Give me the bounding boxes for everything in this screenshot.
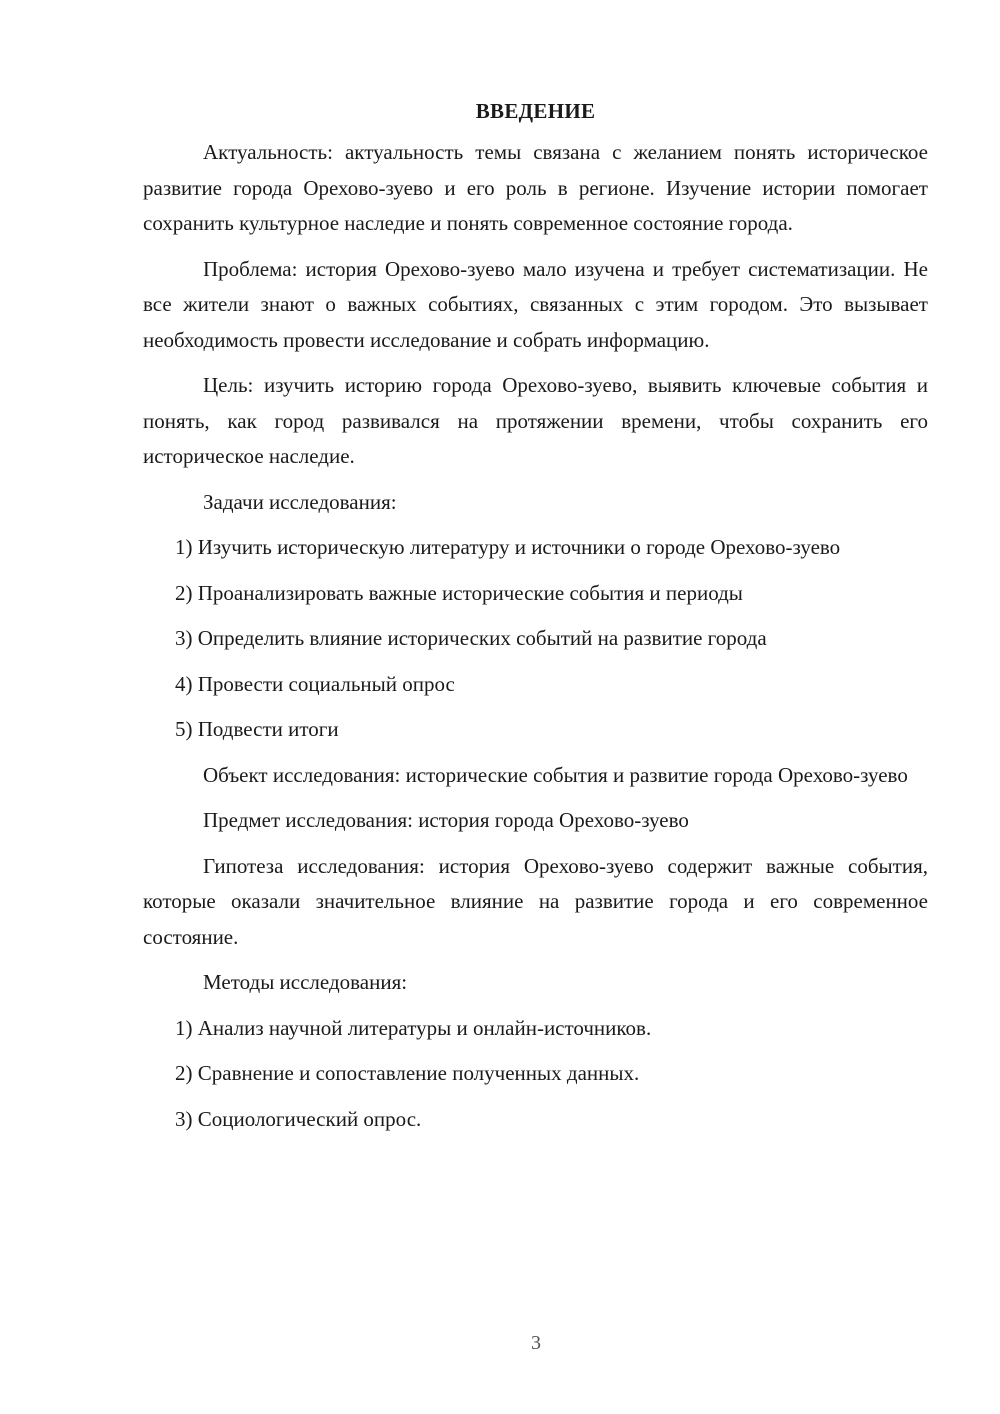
task-item: 4) Провести социальный опрос <box>175 671 455 696</box>
hypothesis-paragraph: Гипотеза исследования: история Орехово-зуево содержит важные события, которые оказали значительное влияние на развитие города и его современное состояние. <box>143 853 928 949</box>
task-item: 1) Изучить историческую литературу и источники о городе Орехово-зуево <box>175 535 841 559</box>
task-item: 3) Определить влияние исторических событий на развитие города <box>175 626 767 650</box>
document-page <box>143 96 928 1147</box>
object-paragraph: Объект исследования: исторические события и развитие города Орехово-зуево <box>203 762 908 787</box>
task-item: 2) Проанализировать важные исторические события и периоды <box>175 580 743 605</box>
goal-paragraph: Цель: изучить историю города Орехово-зуево, выявить ключевые события и понять, как город развивался на протяжении времени, чтобы сохранить его историческое наследие. <box>143 373 928 468</box>
document-title: ВВЕДЕНИЕ <box>475 99 596 123</box>
tasks-list <box>143 530 928 748</box>
method-item: 2) Сравнение и сопоставление полученных данных. <box>175 1061 640 1085</box>
page-number: 3 <box>531 1332 541 1354</box>
subject-paragraph: Предмет исследования: история города Орехово-зуево <box>203 808 689 832</box>
method-item: 1) Анализ научной литературы и онлайн-источников. <box>175 1015 652 1040</box>
method-item: 3) Социологический опрос. <box>175 1106 422 1131</box>
tasks-heading: Задачи исследования: <box>203 489 397 514</box>
task-item: 5) Подвести итоги <box>175 717 339 741</box>
problem-paragraph: Проблема: история Орехово-зуево мало изучена и требует систематизации. Не все жители знают о важных событиях, связанных с этим городом. Это вызывает необходимость провести исследование и собрать информацию. <box>143 256 928 352</box>
relevance-paragraph: Актуальность: актуальность темы связана с желанием понять историческое развитие города Орехово-зуево и его роль в регионе. Изучение истории помогает сохранить культурное наследие и понять современное состояние города. <box>143 140 928 235</box>
methods-heading: Методы исследования: <box>203 970 408 994</box>
methods-list <box>143 1011 928 1138</box>
